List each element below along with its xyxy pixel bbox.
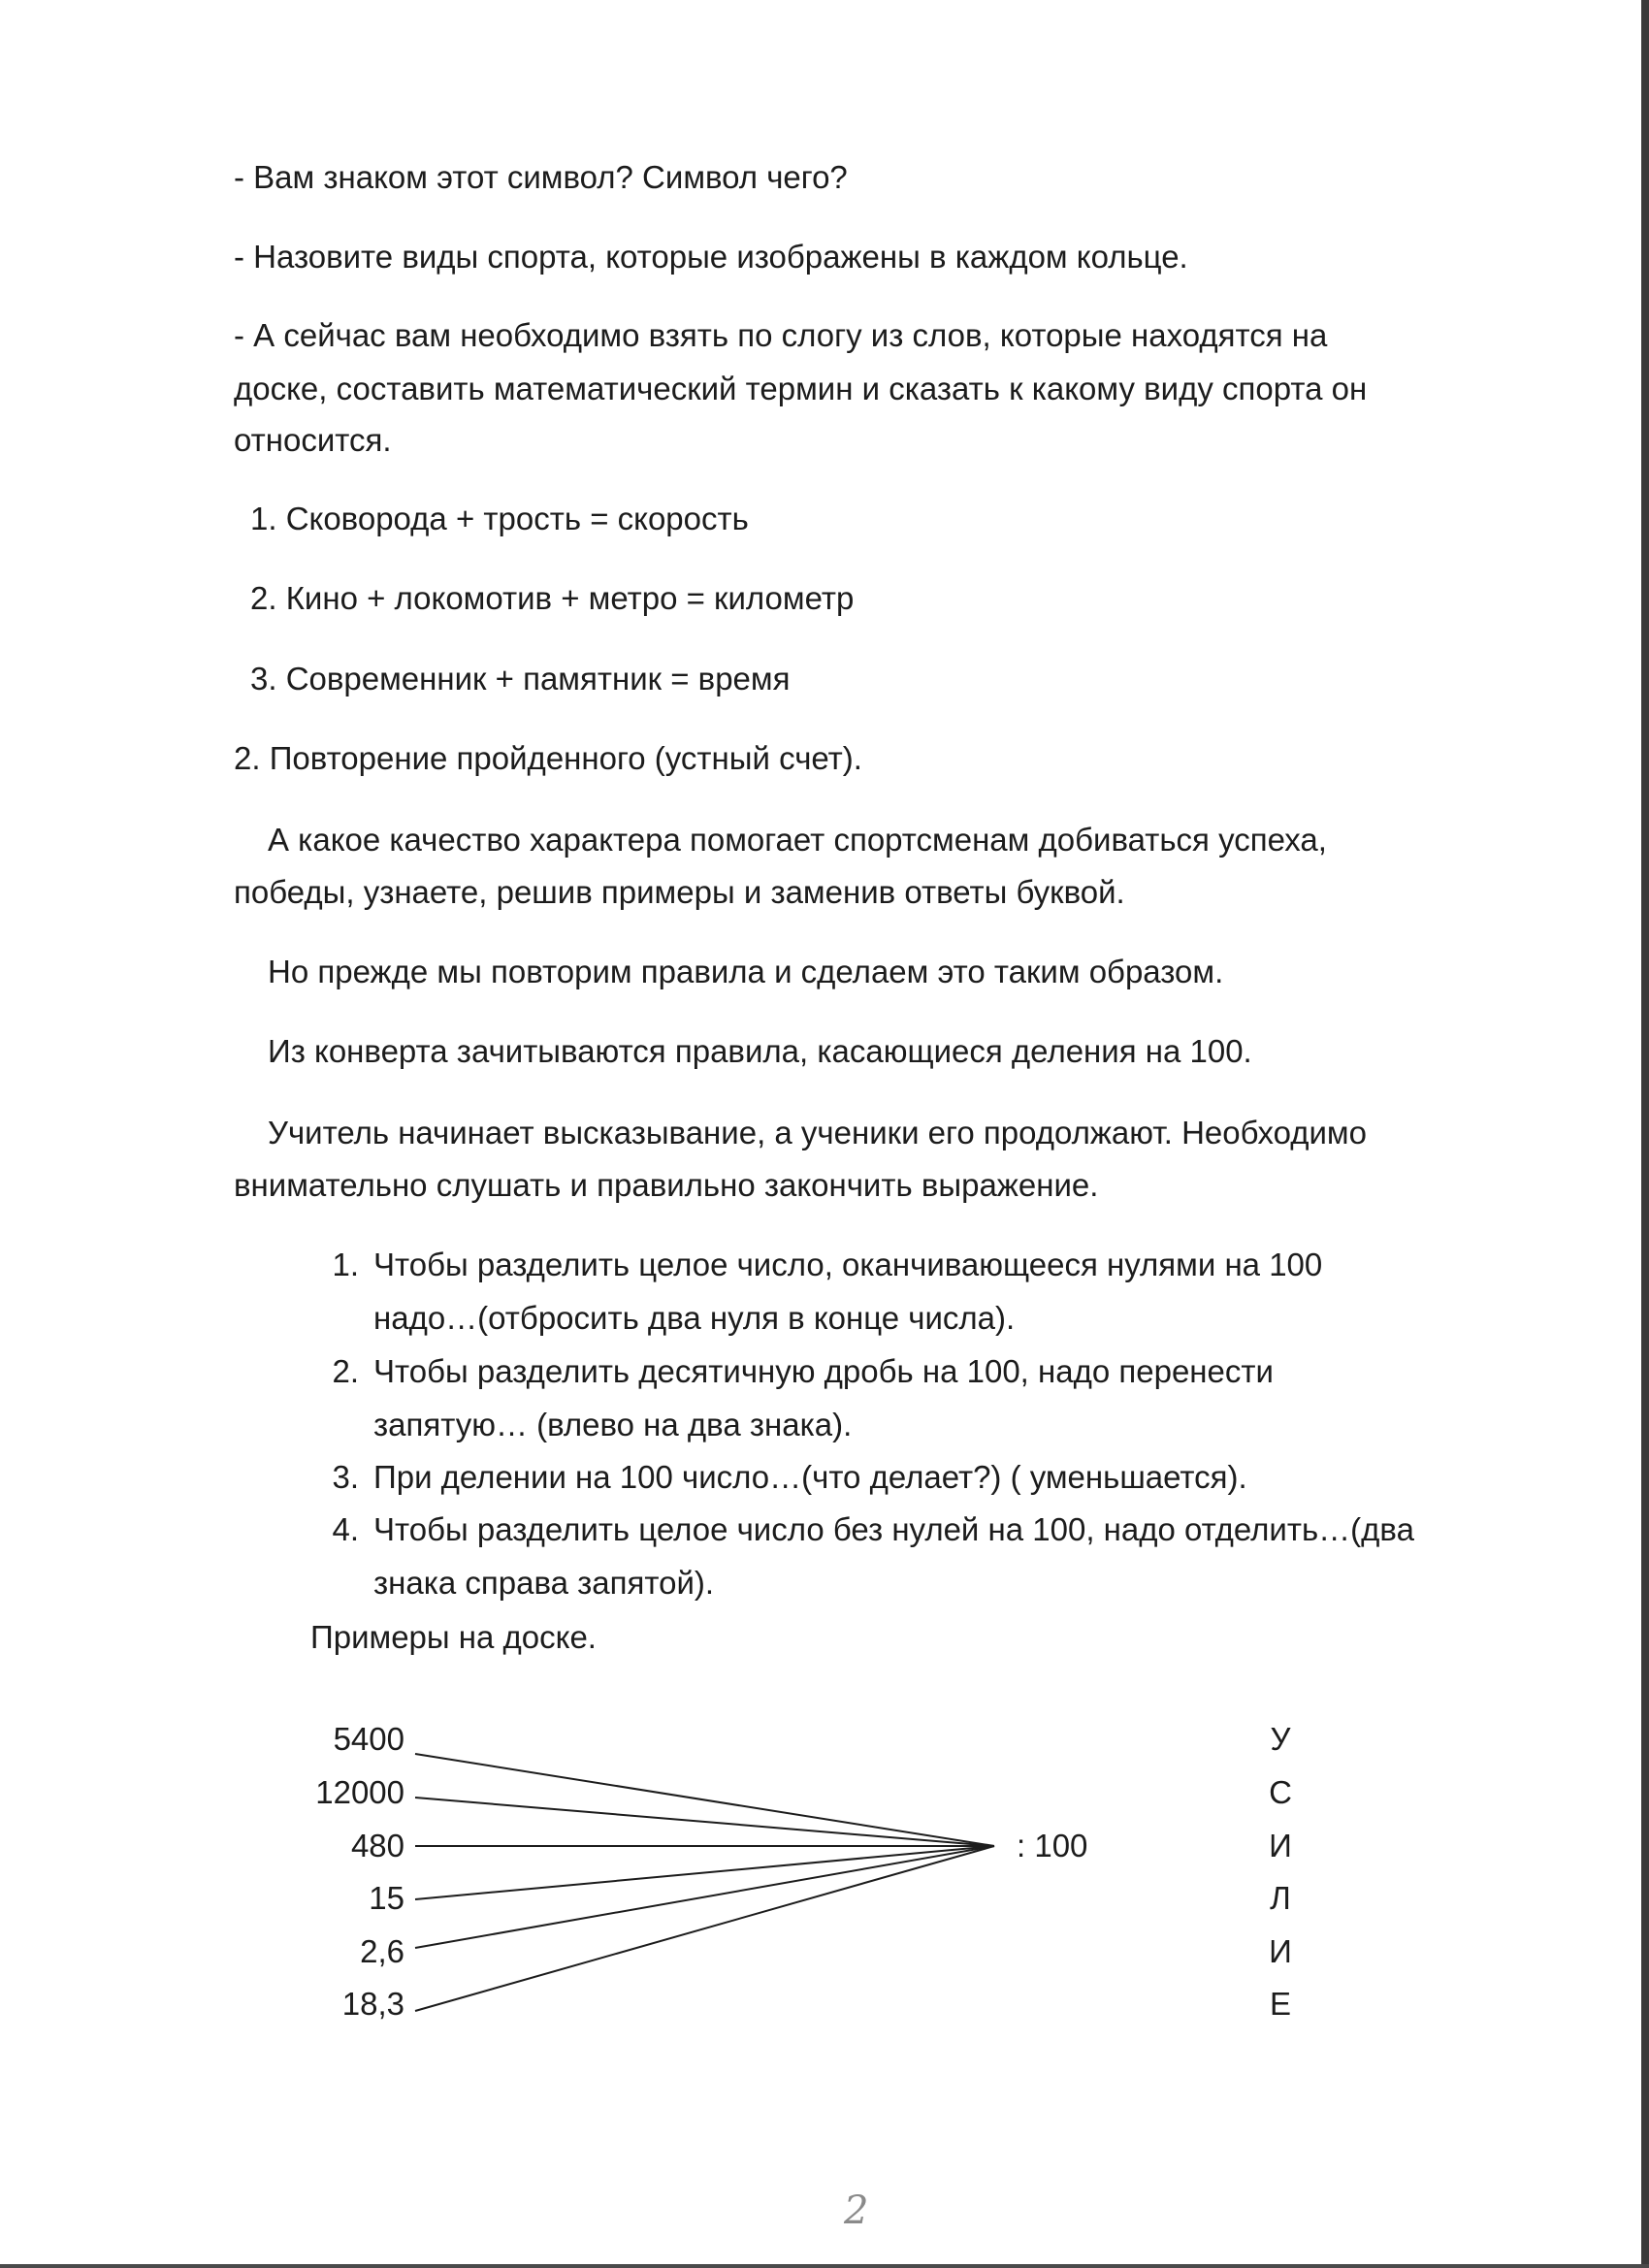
rule-4-line-2: знака справа запятой). <box>373 1565 715 1601</box>
letter-2: С <box>1269 1774 1292 1810</box>
rule-1-line-1: Чтобы разделить целое число, оканчивающееся нулями на 100 <box>373 1247 1323 1282</box>
letter-3: И <box>1269 1828 1292 1863</box>
page-number: 2 <box>844 2188 869 2233</box>
number-480: 480 <box>350 1828 404 1863</box>
quality-line-1: А какое качество характера помогает спортсменам добиваться успеха, <box>268 822 1327 858</box>
number-18-3: 18,3 <box>341 1986 404 2022</box>
rule-1-number: 1. <box>332 1247 359 1282</box>
letter-6: Е <box>1269 1986 1291 2022</box>
repeat-rules: Но прежде мы повторим правила и сделаем это таким образом. <box>268 954 1224 989</box>
rule-4-line-1: Чтобы разделить целое число без нулей на 100, надо отделить…(два <box>373 1511 1414 1547</box>
connector-line <box>415 1846 994 2011</box>
question-3-line-1: - А сейчас вам необходимо взять по слогу из слов, которые находятся на <box>234 317 1328 353</box>
rule-2-line-2: запятую… (влево на два знака). <box>373 1407 853 1442</box>
rule-3-line-1: При делении на 100 число…(что делает?) ( уменьшается). <box>373 1459 1247 1495</box>
number-15: 15 <box>369 1880 404 1916</box>
rule-3-number: 3. <box>332 1459 359 1495</box>
number-5400: 5400 <box>333 1721 404 1757</box>
letter-1: У <box>1270 1721 1291 1757</box>
question-1: - Вам знаком этот символ? Символ чего? <box>234 159 848 195</box>
rule-1-line-2: надо…(отбросить два нуля в конце числа). <box>373 1300 1016 1336</box>
number-12000: 12000 <box>315 1774 404 1810</box>
examples-title: Примеры на доске. <box>310 1619 597 1655</box>
teacher-line-1: Учитель начинает высказывание, а ученики его продолжают. Необходимо <box>268 1115 1367 1150</box>
rule-2-line-1: Чтобы разделить десятичную дробь на 100, надо перенести <box>373 1353 1274 1389</box>
question-2: - Назовите виды спорта, которые изображены в каждом кольце. <box>234 239 1188 275</box>
connector-line <box>415 1846 994 1899</box>
section-2-heading: 2. Повторение пройденного (устный счет). <box>234 740 862 776</box>
number-2-6: 2,6 <box>360 1933 404 1969</box>
connector-line <box>415 1754 994 1846</box>
divisor-label: : 100 <box>1017 1828 1088 1863</box>
word-puzzle-3: 3. Современник + памятник = время <box>250 661 791 697</box>
envelope-rules: Из конверта зачитываются правила, касающиеся деления на 100. <box>268 1033 1252 1069</box>
connector-line <box>415 1846 994 1948</box>
letter-5: И <box>1269 1933 1292 1969</box>
teacher-line-2: внимательно слушать и правильно закончить выражение. <box>234 1167 1099 1203</box>
quality-line-2: победы, узнаете, решив примеры и заменив ответы буквой. <box>234 874 1125 910</box>
question-3-line-3: относится. <box>234 422 392 458</box>
word-puzzle-2: 2. Кино + локомотив + метро = километр <box>250 580 855 616</box>
connector-line <box>415 1798 994 1846</box>
word-puzzle-1: 1. Сковорода + трость = скорость <box>250 501 749 536</box>
rule-4-number: 4. <box>332 1511 359 1547</box>
question-3-line-2: доске, составить математический термин и сказать к какому виду спорта он <box>234 371 1368 406</box>
rule-2-number: 2. <box>332 1353 359 1389</box>
letter-4: Л <box>1270 1880 1291 1916</box>
